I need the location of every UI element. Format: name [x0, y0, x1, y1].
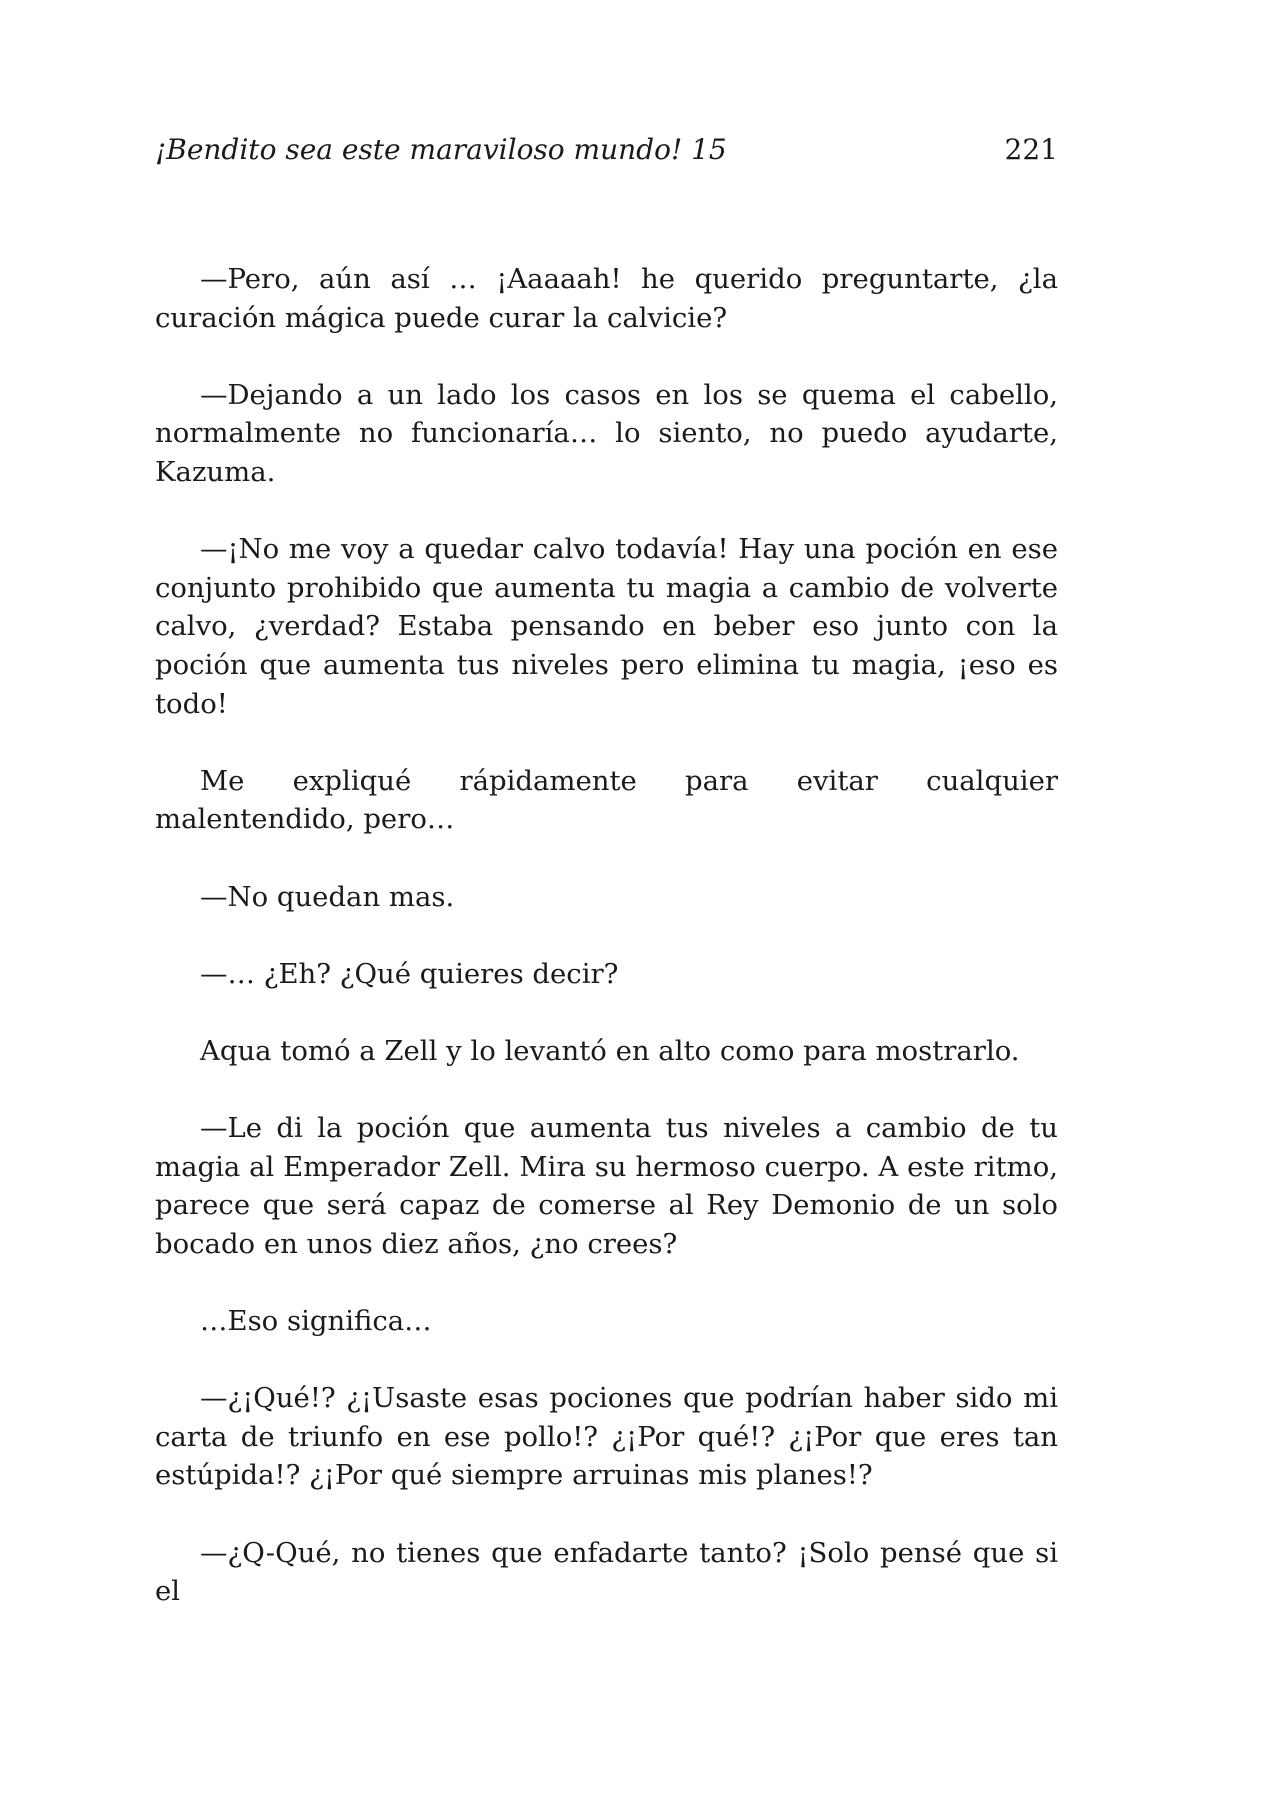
page-number: 221	[1004, 133, 1058, 166]
paragraph: Aqua tomó a Zell y lo levantó en alto como para mostrarlo.	[200, 1034, 1020, 1067]
running-header	[155, 130, 1058, 170]
paragraph: —Pero, aún así … ¡Aaaaah! he querido preguntarte, ¿la curación mágica puede curar la calvicie?	[155, 263, 1058, 334]
paragraph: —¿¡Qué!? ¿¡Usaste esas pociones que podrían haber sido mi carta de triunfo en ese pollo!? ¿¡Por qué!? ¿¡Por que eres tan estúpida!? ¿¡Por qué siempre arruinas mis planes!?	[155, 1382, 1058, 1492]
paragraph: —Dejando a un lado los casos en los se quema el cabello, normalmente no funcionaría… lo siento, no puedo ayudarte, Kazuma.	[155, 378, 1058, 488]
paragraph: —Le di la poción que aumenta tus niveles a cambio de tu magia al Emperador Zell. Mira su hermoso cuerpo. A este ritmo, parece que será capaz de comerse al Rey Demonio de un solo bocado en unos diez años, ¿no crees?	[155, 1112, 1058, 1260]
paragraph: —… ¿Eh? ¿Qué quieres decir?	[200, 957, 619, 990]
paragraph: —No quedan mas.	[200, 880, 455, 913]
body-text	[155, 260, 1058, 1611]
paragraph: —¡No me voy a quedar calvo todavía! Hay una poción en ese conjunto prohibido que aumenta tu magia a cambio de volverte calvo, ¿verdad? Estaba pensando en beber eso junto con la poción que aumenta tus niveles pero elimina tu magia, ¡eso es todo!	[155, 533, 1058, 720]
paragraph: —¿Q-Qué, no tienes que enfadarte tanto? ¡Solo pensé que si el	[155, 1536, 1058, 1608]
book-title: ¡Bendito sea este maraviloso mundo! 15	[155, 133, 727, 166]
paragraph: Me expliqué rápidamente para evitar cualquier malentendido, pero…	[155, 764, 1058, 836]
paragraph: …Eso significa…	[200, 1305, 432, 1338]
